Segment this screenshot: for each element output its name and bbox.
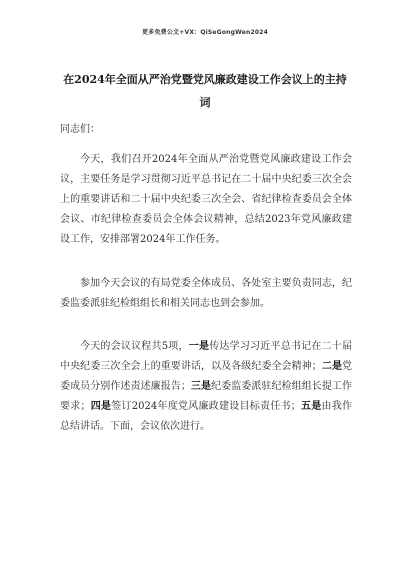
agenda-item-3-label: 三是 — [190, 381, 212, 392]
agenda-item-4-label: 四是 — [90, 401, 112, 412]
agenda-item-1-label: 一是 — [188, 341, 210, 352]
agenda-item-1-text: 传达学习习近平总书记在二十届中央纪委三次全会上的重要讲话，以及各级纪委全会精神； — [60, 341, 352, 372]
document-title: 在2024年全面从严治党暨党风廉政建设工作会议上的主持词 — [63, 73, 347, 109]
paragraph-opening: 今天，我们召开2024年全面从严治党暨党风廉政建设工作会议，主要任务是学习贯彻习近平总书记在二十届中央纪委三次全会上的重要讲话和二十届中央纪委三次全会、省纪律检查委员会全体会议、市纪律检查委员会全体会议精神，总结2023年党风廉政建设工作，安排部署2024年工作任务。 — [60, 154, 352, 245]
agenda-item-2-text: 党委成员分别作述责述廉报告； — [60, 361, 353, 392]
header-note: 更多免费公文+VX：QiSeGongWen2024 — [142, 29, 268, 36]
agenda-item-4-text: 签订2024年度党风廉政建设目标责任书； — [111, 401, 301, 412]
agenda-item-5-label: 五是 — [300, 401, 322, 412]
agenda-item-2-label: 二是 — [321, 361, 343, 372]
agenda-item-5-text: 由我作总结讲话。下面，会议依次进行。 — [60, 401, 353, 432]
agenda-item-3-text: 纪委监委派驻纪检组组长提工作要求； — [60, 381, 353, 412]
salutation: 同志们： — [60, 124, 100, 135]
paragraph-agenda — [60, 337, 352, 437]
paragraph-attendees: 参加今天会议的有局党委全体成员、各处室主要负责同志，纪委监委派驻纪检组组长和相关同志也到会参加。 — [60, 278, 352, 309]
document-body — [60, 120, 352, 437]
agenda-intro: 今天的会议议程共5项， — [80, 341, 189, 352]
